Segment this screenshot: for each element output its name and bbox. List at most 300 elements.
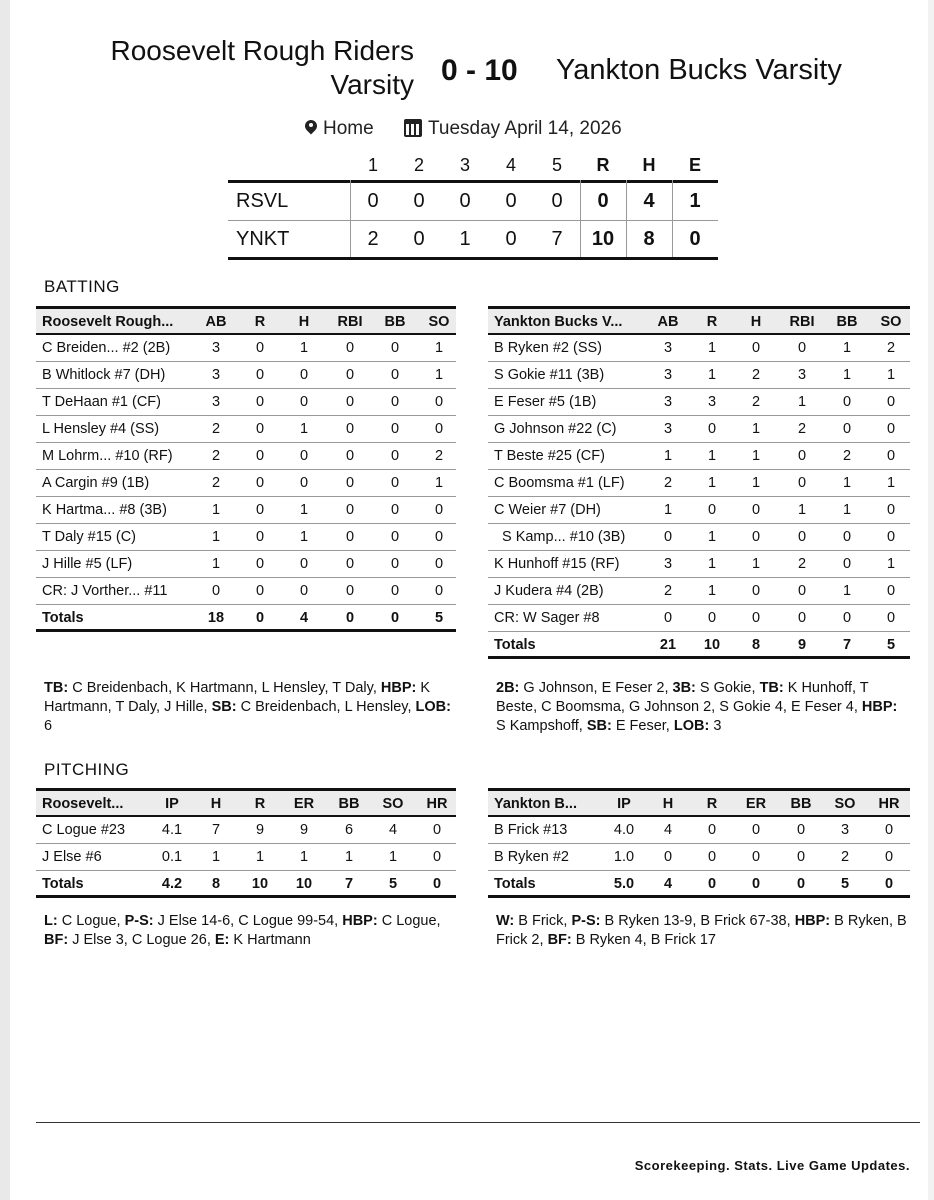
stat-cell: 1 — [886, 556, 896, 572]
stat-cell: 2 — [663, 475, 673, 491]
linescore-table — [228, 150, 718, 260]
stat-cell: 0 — [432, 849, 442, 865]
stat-cell: 3 — [211, 394, 221, 410]
location — [305, 118, 374, 140]
note-value: B Ryken 4, B Frick 17 — [571, 932, 716, 948]
location-label: Home — [323, 118, 374, 139]
final-score: 0 - 10 — [441, 54, 518, 87]
inning-score: 10 — [591, 228, 615, 250]
pitching-section-title: PITCHING — [44, 760, 130, 779]
stat-cell: 0 — [255, 421, 265, 437]
column-header: AB — [657, 314, 679, 330]
column-header: BB — [790, 796, 812, 812]
pitching-table-yankton — [488, 788, 910, 898]
stat-cell: 0 — [345, 421, 355, 437]
stat-cell: 9 — [299, 822, 309, 838]
stat-cell: 0 — [390, 448, 400, 464]
stat-cell: 0 — [255, 529, 265, 545]
game-date — [404, 118, 622, 140]
stat-cell: 0 — [663, 849, 673, 865]
home-team-name — [34, 34, 414, 102]
stat-cell: 0 — [796, 849, 806, 865]
inning-score: 0 — [505, 190, 517, 212]
player-name: T Beste #25 (CF) — [494, 448, 605, 464]
note-value: C Logue, — [57, 913, 125, 929]
total-cell: 0 — [707, 876, 717, 892]
stat-cell: 3 — [663, 394, 673, 410]
stat-cell: 1 — [707, 367, 717, 383]
stat-cell: 0 — [886, 610, 896, 626]
total-cell: 9 — [797, 637, 807, 653]
stat-cell: 0 — [432, 822, 442, 838]
stat-cell: 1 — [886, 367, 896, 383]
column-header: R — [254, 314, 266, 330]
column-header: SO — [880, 314, 902, 330]
stat-cell: 1 — [751, 556, 761, 572]
player-name: J Hille #5 (LF) — [42, 556, 133, 572]
player-name: T Daly #15 (C) — [42, 529, 137, 545]
stat-cell: 0 — [707, 822, 717, 838]
stat-cell: 0 — [434, 583, 444, 599]
table-row — [36, 389, 456, 416]
totals-row — [36, 605, 456, 632]
stat-cell: 1 — [211, 849, 221, 865]
inning-score: 1 — [459, 228, 471, 250]
note-value: C Logue, — [377, 913, 441, 929]
total-cell: 5 — [840, 876, 850, 892]
column-header: Roosevelt... — [42, 796, 124, 812]
player-name: L Hensley #4 (SS) — [42, 421, 160, 437]
stat-cell: 0 — [751, 849, 761, 865]
table-header — [36, 788, 456, 817]
note-value: J Else 3, C Logue 26, — [68, 932, 215, 948]
player-name: J Kudera #4 (2B) — [494, 583, 604, 599]
game-header — [0, 34, 934, 114]
total-cell: 5 — [388, 876, 398, 892]
column-header: Yankton B... — [494, 796, 577, 812]
stat-cell: 0 — [886, 394, 896, 410]
table-row — [36, 578, 456, 605]
total-cell: 7 — [842, 637, 852, 653]
stat-cell: 1 — [388, 849, 398, 865]
player-name: C Breiden... #2 (2B) — [42, 340, 171, 356]
column-header: SO — [382, 796, 404, 812]
table-row — [488, 416, 910, 443]
note-key: HBP: — [380, 680, 417, 696]
home-team-line1: Roosevelt Rough Riders — [110, 35, 414, 66]
stat-cell: 0 — [390, 583, 400, 599]
batting-table-roosevelt — [36, 306, 456, 632]
stat-cell: 0 — [299, 475, 309, 491]
player-name: S Gokie #11 (3B) — [494, 367, 605, 383]
table-row — [488, 443, 910, 470]
column-header: Yankton Bucks V... — [494, 314, 623, 330]
stat-cell: 3 — [797, 367, 807, 383]
total-cell: 8 — [211, 876, 221, 892]
table-row — [488, 524, 910, 551]
player-name: J Else #6 — [42, 849, 102, 865]
note-key: BF: — [44, 932, 69, 948]
inning-score: 1 — [689, 190, 701, 212]
note-value: B Ryken, B Frick 2, — [496, 913, 907, 948]
column-header: BB — [836, 314, 858, 330]
stat-cell: 0 — [842, 529, 852, 545]
column-header: BB — [338, 796, 360, 812]
stat-cell: 0 — [797, 583, 807, 599]
note-key: P-S: — [124, 913, 154, 929]
batting-section-title: BATTING — [44, 277, 120, 296]
inning-header: R — [596, 155, 610, 175]
stat-cell: 4.1 — [161, 822, 183, 838]
stat-cell: 1 — [211, 502, 221, 518]
stat-cell: 0 — [886, 529, 896, 545]
table-row — [488, 817, 910, 844]
stat-cell: 1 — [299, 502, 309, 518]
stat-cell: 0 — [390, 475, 400, 491]
stat-cell: 4.0 — [613, 822, 635, 838]
note-key: E: — [214, 932, 230, 948]
note-key: TB: — [759, 680, 784, 696]
stat-cell: 0 — [797, 448, 807, 464]
stat-cell: 0 — [707, 849, 717, 865]
stat-cell: 4 — [663, 822, 673, 838]
stat-cell: 0 — [345, 556, 355, 572]
note-value: C Breidenbach, L Hensley, — [236, 699, 416, 715]
inning-header: E — [688, 155, 701, 175]
table-row — [36, 524, 456, 551]
stat-cell: 0 — [255, 502, 265, 518]
date-label: Tuesday April 14, 2026 — [428, 118, 622, 139]
pitching-table-roosevelt — [36, 788, 456, 898]
total-cell: 10 — [295, 876, 313, 892]
stat-cell: 1 — [842, 367, 852, 383]
batting-notes-roosevelt — [44, 679, 459, 736]
stat-cell: 7 — [211, 822, 221, 838]
stat-cell: 2 — [211, 421, 221, 437]
column-header: AB — [205, 314, 227, 330]
stat-cell: 0 — [751, 340, 761, 356]
player-name: K Hunhoff #15 (RF) — [494, 556, 620, 572]
stat-cell: 0 — [842, 556, 852, 572]
totals-label: Totals — [494, 876, 536, 892]
linescore-divider — [672, 180, 673, 257]
stat-cell: 2 — [886, 340, 896, 356]
stat-cell: 0 — [751, 529, 761, 545]
stat-cell: 1 — [344, 849, 354, 865]
player-name: K Hartma... #8 (3B) — [42, 502, 167, 518]
note-key: HBP: — [342, 913, 378, 929]
stat-cell: 0 — [886, 448, 896, 464]
stat-cell: 0 — [751, 502, 761, 518]
table-row — [488, 335, 910, 362]
stat-cell: 0 — [842, 610, 852, 626]
stat-cell: 0 — [255, 556, 265, 572]
inning-header: H — [642, 155, 656, 175]
table-row — [488, 470, 910, 497]
total-cell: 4 — [299, 610, 309, 626]
table-row — [36, 817, 456, 844]
total-cell: 0 — [432, 876, 442, 892]
total-cell: 0 — [884, 876, 894, 892]
note-value: 6 — [44, 718, 53, 734]
stat-cell: 0 — [390, 529, 400, 545]
inning-score: 0 — [689, 228, 701, 250]
stat-cell: 2 — [751, 394, 761, 410]
total-cell: 5 — [886, 637, 896, 653]
stat-cell: 2 — [663, 583, 673, 599]
footer-tagline: Scorekeeping. Stats. Live Game Updates. — [634, 1158, 910, 1173]
note-key: L: — [44, 913, 58, 929]
stat-cell: 1 — [751, 421, 761, 437]
totals-row — [488, 871, 910, 898]
stat-cell: 0 — [299, 394, 309, 410]
column-header: IP — [617, 796, 631, 812]
stat-cell: 1 — [663, 502, 673, 518]
stat-cell: 0 — [884, 822, 894, 838]
player-name: C Boomsma #1 (LF) — [494, 475, 625, 491]
column-header: IP — [165, 796, 179, 812]
note-key: TB: — [44, 680, 69, 696]
stat-cell: 0 — [751, 822, 761, 838]
player-name: S Kamp... #10 (3B) — [502, 529, 626, 545]
stat-cell: 0 — [345, 475, 355, 491]
note-value: K Hartmann — [229, 932, 311, 948]
inning-header: 1 — [367, 155, 378, 175]
note-key: SB: — [211, 699, 237, 715]
page-edge — [0, 0, 10, 1200]
note-key: 3B: — [672, 680, 696, 696]
stat-cell: 0 — [842, 394, 852, 410]
stat-cell: 1 — [434, 475, 444, 491]
stat-cell: 1 — [707, 583, 717, 599]
stat-cell: 1 — [255, 849, 265, 865]
stat-cell: 0 — [434, 529, 444, 545]
stat-cell: 2 — [797, 421, 807, 437]
stat-cell: 0 — [434, 556, 444, 572]
player-name: C Logue #23 — [42, 822, 126, 838]
inning-score: 0 — [459, 190, 471, 212]
calendar-icon — [404, 119, 422, 137]
inning-score: 0 — [413, 228, 425, 250]
column-header: HR — [878, 796, 900, 812]
total-cell: 5 — [434, 610, 444, 626]
batting-notes-yankton — [496, 679, 911, 736]
note-value: S Kampshoff, — [496, 718, 587, 734]
linescore-divider — [350, 180, 351, 257]
totals-row — [36, 871, 456, 898]
stat-cell: 3 — [840, 822, 850, 838]
stat-cell: 3 — [211, 340, 221, 356]
stat-cell: 1 — [751, 448, 761, 464]
note-key: HBP: — [794, 913, 831, 929]
total-cell: 5.0 — [613, 876, 635, 892]
stat-cell: 0 — [299, 556, 309, 572]
stat-cell: 1 — [797, 394, 807, 410]
stat-cell: 1 — [434, 367, 444, 383]
stat-cell: 0 — [886, 502, 896, 518]
player-name: T DeHaan #1 (CF) — [42, 394, 161, 410]
inning-header: 5 — [551, 155, 562, 175]
linescore-row — [228, 183, 718, 220]
stat-cell: 0 — [434, 421, 444, 437]
table-header — [488, 306, 910, 335]
player-name: B Ryken #2 — [494, 849, 569, 865]
inning-score: 8 — [643, 228, 655, 250]
inning-score: 4 — [643, 190, 655, 212]
linescore-divider — [580, 180, 581, 257]
note-key: P-S: — [571, 913, 601, 929]
stat-cell: 0 — [390, 421, 400, 437]
column-header: SO — [428, 314, 450, 330]
stat-cell: 3 — [663, 340, 673, 356]
stat-cell: 2 — [840, 849, 850, 865]
totals-label: Totals — [42, 876, 84, 892]
stat-cell: 3 — [707, 394, 717, 410]
inning-score: 0 — [367, 190, 379, 212]
note-value: G Johnson, E Feser 2, — [519, 680, 673, 696]
inning-header: 3 — [459, 155, 470, 175]
column-header: H — [750, 314, 762, 330]
inning-score: 2 — [367, 228, 379, 250]
inning-score: 0 — [413, 190, 425, 212]
total-cell: 0 — [751, 876, 761, 892]
player-name: M Lohrm... #10 (RF) — [42, 448, 173, 464]
player-name: B Whitlock #7 (DH) — [42, 367, 166, 383]
stat-cell: 3 — [663, 421, 673, 437]
column-header: H — [662, 796, 674, 812]
column-header: RBI — [789, 314, 815, 330]
total-cell: 4.2 — [161, 876, 183, 892]
totals-label: Totals — [494, 637, 536, 653]
table-row — [36, 443, 456, 470]
table-header — [488, 788, 910, 817]
stat-cell: 2 — [211, 475, 221, 491]
inning-header: 4 — [505, 155, 516, 175]
stat-cell: 0 — [751, 583, 761, 599]
stat-cell: 1 — [886, 475, 896, 491]
column-header: R — [254, 796, 266, 812]
total-cell: 8 — [751, 637, 761, 653]
table-row — [488, 497, 910, 524]
table-row — [36, 497, 456, 524]
stat-cell: 0 — [751, 610, 761, 626]
stat-cell: 1 — [707, 475, 717, 491]
stat-cell: 0 — [255, 475, 265, 491]
note-value: S Gokie, — [695, 680, 760, 696]
note-value: B Ryken 13-9, B Frick 67-38, — [600, 913, 795, 929]
stat-cell: 0 — [255, 583, 265, 599]
stat-cell: 1 — [797, 502, 807, 518]
stat-cell: 2 — [211, 448, 221, 464]
stat-cell: 0 — [345, 367, 355, 383]
column-header: RBI — [337, 314, 363, 330]
player-name: B Ryken #2 (SS) — [494, 340, 602, 356]
linescore-header — [228, 150, 718, 180]
stat-cell: 0 — [707, 421, 717, 437]
column-header: Roosevelt Rough... — [42, 314, 174, 330]
stat-cell: 1 — [663, 448, 673, 464]
stat-cell: 1 — [299, 340, 309, 356]
column-header: ER — [745, 796, 767, 812]
stat-cell: 1 — [211, 556, 221, 572]
stat-cell: 1 — [707, 556, 717, 572]
stat-cell: 0 — [390, 367, 400, 383]
column-header: BB — [384, 314, 406, 330]
stat-cell: 0 — [390, 340, 400, 356]
note-value: J Else 14-6, C Logue 99-54, — [153, 913, 343, 929]
table-row — [36, 844, 456, 871]
player-name: C Weier #7 (DH) — [494, 502, 601, 518]
note-value: K Hunhoff, T Beste, C Boomsma, G Johnson 2, S Gokie 4, E Feser 4, — [496, 680, 869, 715]
page-edge-right — [928, 0, 934, 1200]
stat-cell: 0 — [663, 610, 673, 626]
stat-cell: 1 — [707, 529, 717, 545]
stat-cell: 1 — [751, 475, 761, 491]
column-header: R — [706, 314, 718, 330]
stat-cell: 2 — [842, 448, 852, 464]
stat-cell: 9 — [255, 822, 265, 838]
note-key: LOB: — [415, 699, 451, 715]
total-cell: 4 — [663, 876, 673, 892]
column-header: HR — [426, 796, 448, 812]
stat-cell: 3 — [663, 367, 673, 383]
column-header: H — [210, 796, 222, 812]
stat-cell: 2 — [751, 367, 761, 383]
linescore-divider — [626, 180, 627, 257]
column-header: ER — [293, 796, 315, 812]
stat-cell: 0 — [299, 367, 309, 383]
stat-cell: 0 — [390, 394, 400, 410]
stat-cell: 0 — [345, 502, 355, 518]
stat-cell: 0 — [345, 583, 355, 599]
column-header: H — [298, 314, 310, 330]
player-name: B Frick #13 — [494, 822, 568, 838]
table-row — [36, 335, 456, 362]
table-row — [488, 605, 910, 632]
batting-table-yankton — [488, 306, 910, 659]
total-cell: 0 — [390, 610, 400, 626]
linescore-row — [228, 220, 718, 257]
inning-header: 2 — [413, 155, 424, 175]
note-value: B Frick, — [514, 913, 572, 929]
stat-cell: 3 — [663, 556, 673, 572]
stat-cell: 1 — [211, 529, 221, 545]
column-header: SO — [834, 796, 856, 812]
stat-cell: 0 — [663, 529, 673, 545]
stat-cell: 1 — [707, 448, 717, 464]
table-row — [488, 362, 910, 389]
player-name: G Johnson #22 (C) — [494, 421, 617, 437]
stat-cell: 0 — [842, 421, 852, 437]
totals-label: Totals — [42, 610, 84, 626]
player-name: A Cargin #9 (1B) — [42, 475, 150, 491]
home-team-line2: Varsity — [330, 69, 414, 100]
stat-cell: 0 — [345, 448, 355, 464]
stat-cell: 0 — [255, 394, 265, 410]
total-cell: 10 — [251, 876, 269, 892]
total-cell: 10 — [703, 637, 721, 653]
stat-cell: 1 — [299, 421, 309, 437]
note-key: HBP: — [861, 699, 898, 715]
note-value: E Feser, — [611, 718, 674, 734]
table-row — [36, 416, 456, 443]
stat-cell: 0 — [345, 340, 355, 356]
total-cell: 0 — [345, 610, 355, 626]
stat-cell: 0 — [299, 448, 309, 464]
stat-cell: 0 — [345, 394, 355, 410]
stat-cell: 0 — [390, 556, 400, 572]
stat-cell: 1.0 — [613, 849, 635, 865]
